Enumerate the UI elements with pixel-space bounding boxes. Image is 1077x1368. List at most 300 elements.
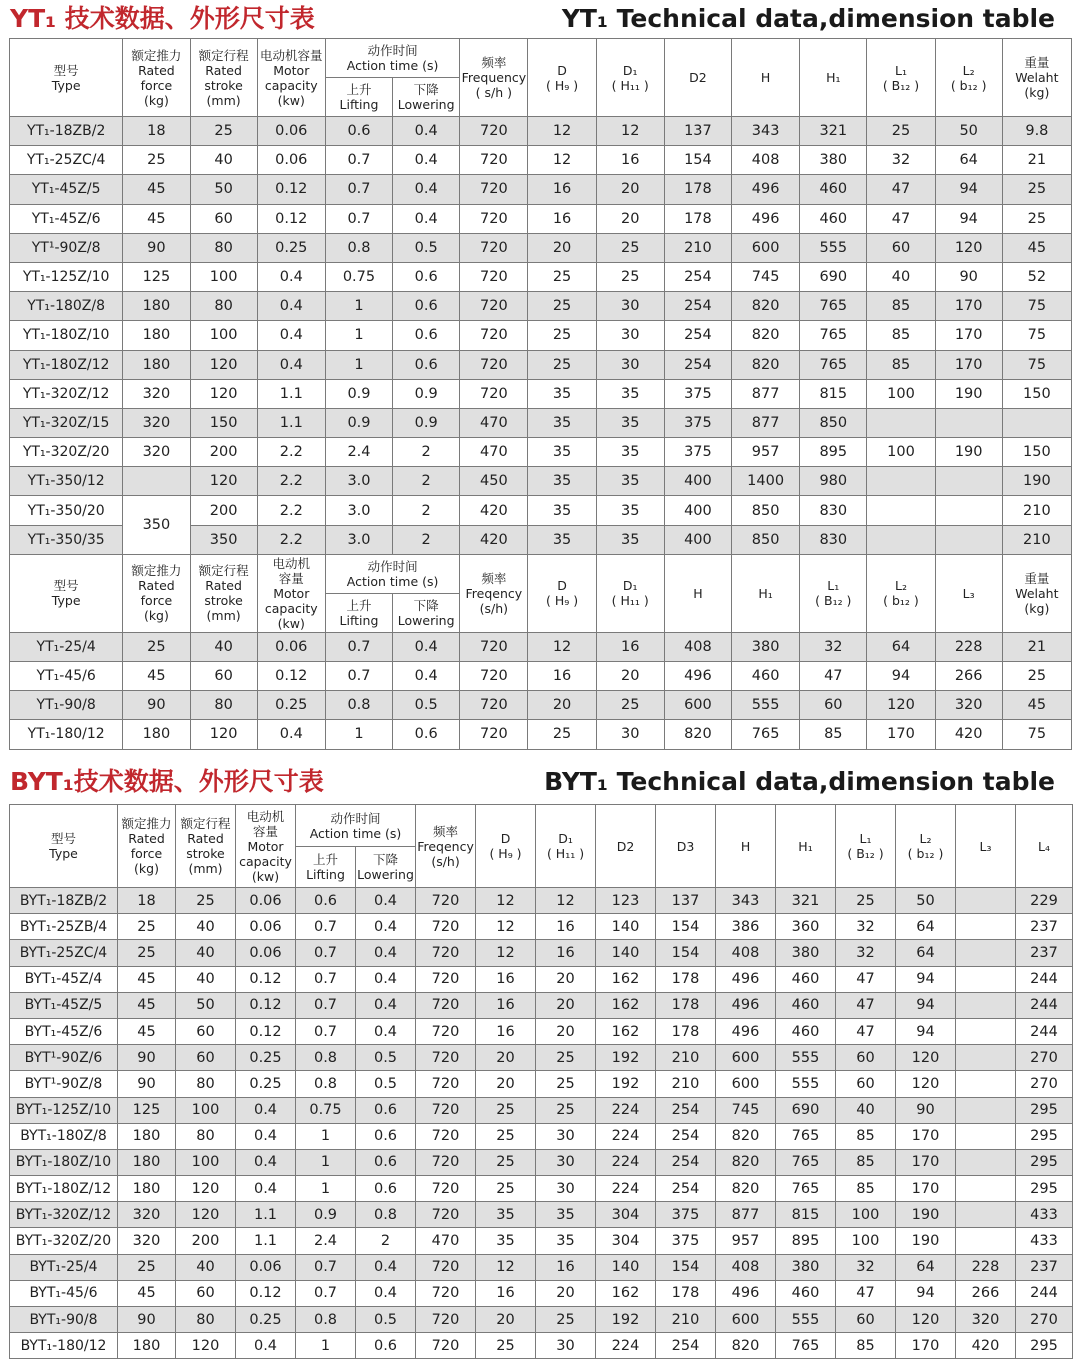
yt-technical-table [9, 38, 1072, 750]
cell-l3 [956, 1045, 1016, 1071]
header-lowering [393, 593, 460, 632]
cell-d1: 20 [596, 662, 664, 691]
cell-lower: 0.6 [393, 321, 460, 350]
header-force-line: 额定推力 [121, 816, 172, 831]
cell-h1: 765 [776, 1123, 836, 1149]
cell-lower: 0.5 [393, 233, 460, 262]
cell-motor: 0.12 [236, 1018, 296, 1044]
cell-lift: 0.8 [296, 1045, 356, 1071]
cell-h: 496 [716, 966, 776, 992]
cell-d2: 254 [664, 321, 731, 350]
cell-lift: 1 [296, 1123, 356, 1149]
cell-l1: 100 [836, 1228, 896, 1254]
cell-l1: 85 [800, 720, 867, 749]
header-lowering [356, 847, 416, 888]
cell-d2: 254 [664, 292, 731, 321]
cell-motor: 0.4 [257, 321, 325, 350]
cell-lower: 0.4 [356, 966, 416, 992]
cell-weight: 210 [1002, 496, 1071, 525]
cell-l2: 190 [935, 379, 1002, 408]
cell-model: YT₁-25/4 [10, 632, 123, 661]
cell-force: 320 [118, 1228, 176, 1254]
cell-motor: 0.12 [236, 966, 296, 992]
cell-lift: 0.7 [325, 175, 392, 204]
cell-d3: 137 [656, 888, 716, 914]
header-h1: H₁ [732, 554, 800, 632]
header-weight-line: 重量 [1024, 55, 1050, 70]
cell-d2: 123 [596, 888, 656, 914]
cell-l3: 320 [956, 1307, 1016, 1333]
cell-l3 [956, 966, 1016, 992]
cell-stroke: 40 [190, 632, 257, 661]
cell-model: YT₁-90/8 [10, 691, 123, 720]
cell-lift: 1 [296, 1176, 356, 1202]
cell-freq: 720 [416, 940, 476, 966]
cell-l3 [956, 1123, 1016, 1149]
cell-l1 [867, 496, 935, 525]
cell-h: 600 [732, 233, 800, 262]
cell-model: BYT₁-320Z/12 [10, 1202, 118, 1228]
cell-l1: 60 [836, 1071, 896, 1097]
cell-motor: 0.4 [236, 1149, 296, 1175]
cell-stroke: 100 [190, 262, 257, 291]
cell-model: BYT₁-25ZC/4 [10, 940, 118, 966]
cell-d2: 178 [664, 175, 731, 204]
table-row [10, 1097, 1073, 1123]
cell-freq: 720 [460, 632, 528, 661]
cell-force: 180 [123, 720, 190, 749]
header-lowering-line: 下降 [373, 852, 399, 867]
cell-force: 320 [118, 1202, 176, 1228]
cell-freq: 720 [416, 966, 476, 992]
cell-model: BYT₁-180Z/10 [10, 1149, 118, 1175]
cell-l1: 32 [867, 146, 935, 175]
header-force-line: (kg) [143, 608, 169, 624]
cell-force: 180 [123, 350, 190, 379]
header-l2-line: L₂ [962, 62, 975, 78]
header-motor-line: Motor [247, 838, 284, 854]
table-row [10, 1018, 1073, 1044]
cell-force: 45 [118, 1280, 176, 1306]
cell-d1: 25 [536, 1045, 596, 1071]
table-row [10, 233, 1072, 262]
cell-l4: 295 [1016, 1176, 1073, 1202]
cell-force: 45 [123, 204, 190, 233]
cell-lower: 0.5 [356, 1307, 416, 1333]
cell-l3 [956, 888, 1016, 914]
cell-force: 90 [123, 691, 190, 720]
cell-h1: 555 [776, 1307, 836, 1333]
header-l4: L₄ [1016, 805, 1073, 888]
header-d1 [596, 39, 664, 117]
cell-freq: 720 [416, 1333, 476, 1359]
cell-force: 90 [123, 233, 190, 262]
header-action-time-line: 动作时间 [367, 558, 418, 574]
cell-stroke: 200 [176, 1228, 236, 1254]
cell-stroke: 60 [176, 1018, 236, 1044]
cell-d: 35 [528, 408, 596, 437]
cell-stroke: 25 [190, 117, 257, 146]
header-lifting-line: 上升 [312, 852, 338, 867]
cell-lift: 0.7 [296, 1254, 356, 1280]
cell-d: 16 [528, 204, 596, 233]
cell-d: 20 [476, 1307, 536, 1333]
cell-l1: 60 [867, 233, 935, 262]
cell-stroke: 100 [190, 321, 257, 350]
header-lowering-line: 下降 [413, 597, 439, 613]
table-row [10, 175, 1072, 204]
header-l1-line: L₁ [894, 62, 907, 78]
cell-l2: 120 [896, 1045, 956, 1071]
table-row [10, 940, 1073, 966]
cell-h1: 690 [776, 1097, 836, 1123]
cell-freq: 720 [460, 262, 528, 291]
cell-lift: 0.8 [296, 1071, 356, 1097]
header-d1 [596, 554, 664, 632]
cell-force [123, 467, 190, 496]
cell-l2: 120 [896, 1307, 956, 1333]
cell-d2: 192 [596, 1307, 656, 1333]
cell-lift: 2.4 [296, 1228, 356, 1254]
header-l2 [896, 805, 956, 888]
cell-freq: 720 [416, 1254, 476, 1280]
header-action-time [325, 39, 459, 78]
cell-l1: 60 [836, 1045, 896, 1071]
cell-lift: 0.8 [325, 691, 392, 720]
header-lifting [296, 847, 356, 888]
cell-l1: 47 [867, 175, 935, 204]
cell-d3: 154 [656, 914, 716, 940]
cell-h1: 555 [776, 1045, 836, 1071]
table-row [10, 966, 1073, 992]
header-type-line: 型号 [53, 62, 79, 78]
header-d1-line: ( H₁₁ ) [546, 846, 585, 861]
cell-d2: 162 [596, 992, 656, 1018]
cell-lift: 0.7 [296, 1280, 356, 1306]
cell-d: 12 [476, 888, 536, 914]
table-row [10, 888, 1073, 914]
header-d2: D2 [664, 39, 731, 117]
cell-h1: 815 [800, 379, 867, 408]
cell-h1: 555 [776, 1071, 836, 1097]
cell-h1: 690 [800, 262, 867, 291]
cell-d: 35 [528, 496, 596, 525]
cell-h: 496 [716, 1018, 776, 1044]
header-force-line: force [140, 593, 173, 609]
cell-d1: 12 [596, 117, 664, 146]
cell-d: 20 [476, 1045, 536, 1071]
header-action-time-line: Action time (s) [346, 58, 439, 73]
cell-lower: 0.4 [393, 662, 460, 691]
table-row [10, 438, 1072, 467]
cell-stroke: 200 [190, 438, 257, 467]
cell-h1: 765 [776, 1176, 836, 1202]
cell-d3: 254 [656, 1333, 716, 1359]
header-motor-line: 容量 [252, 823, 278, 839]
cell-motor: 0.12 [236, 992, 296, 1018]
cell-stroke: 60 [190, 662, 257, 691]
cell-force: 180 [118, 1333, 176, 1359]
cell-d1: 20 [596, 204, 664, 233]
header-motor-line: 电动机 [246, 808, 285, 824]
cell-d3: 254 [656, 1097, 716, 1123]
header-l1-line: L₁ [859, 831, 872, 846]
cell-d: 35 [528, 438, 596, 467]
cell-d: 12 [528, 117, 596, 146]
header-row [10, 554, 1072, 593]
header-frequency-line: 频率 [433, 823, 459, 839]
cell-lower: 0.4 [356, 940, 416, 966]
cell-d: 25 [528, 321, 596, 350]
cell-l4: 244 [1016, 966, 1073, 992]
header-force-line: (kg) [134, 861, 159, 876]
cell-model: BYT₁-90/8 [10, 1307, 118, 1333]
header-d-line: D [500, 831, 511, 846]
cell-l2: 64 [867, 632, 935, 661]
cell-d2: 400 [664, 496, 731, 525]
cell-lower: 2 [393, 496, 460, 525]
table-row [10, 1149, 1073, 1175]
cell-lift: 0.7 [325, 204, 392, 233]
cell-l2: 94 [896, 1280, 956, 1306]
header-l2-line: ( b₁₂ ) [907, 846, 944, 861]
cell-force: 45 [123, 175, 190, 204]
header-action-time [325, 554, 459, 593]
cell-freq: 720 [460, 662, 528, 691]
header-l2 [935, 39, 1002, 117]
cell-l1: 40 [867, 262, 935, 291]
cell-d3: 178 [656, 992, 716, 1018]
cell-d: 12 [476, 914, 536, 940]
cell-h: 600 [716, 1307, 776, 1333]
cell-d2: 224 [596, 1149, 656, 1175]
cell-h1: 460 [776, 1018, 836, 1044]
header-h: H [732, 39, 800, 117]
cell-lower: 0.4 [393, 117, 460, 146]
cell-lift: 1 [325, 321, 392, 350]
cell-d2: 140 [596, 914, 656, 940]
cell-lift: 0.6 [296, 888, 356, 914]
cell-model: YT¹-90Z/8 [10, 233, 123, 262]
cell-lower: 0.6 [393, 720, 460, 749]
cell-lift: 0.7 [325, 662, 392, 691]
cell-model: BYT₁-180/12 [10, 1333, 118, 1359]
cell-model: BYT₁-18ZB/2 [10, 888, 118, 914]
cell-model: YT₁-25ZC/4 [10, 146, 123, 175]
cell-l1: 32 [836, 1254, 896, 1280]
header-action-time [296, 805, 416, 847]
cell-d: 16 [476, 1280, 536, 1306]
cell-freq: 470 [416, 1228, 476, 1254]
cell-l4: 295 [1016, 1123, 1073, 1149]
cell-stroke: 80 [190, 691, 257, 720]
cell-l2: 90 [896, 1097, 956, 1123]
cell-d2: 178 [664, 204, 731, 233]
cell-l3: 266 [935, 662, 1002, 691]
table-row [10, 321, 1072, 350]
cell-lower: 2 [393, 467, 460, 496]
cell-h: 850 [732, 525, 800, 554]
cell-l2: 120 [896, 1071, 956, 1097]
header-type-line: Type [49, 846, 78, 861]
cell-weight: 75 [1002, 350, 1071, 379]
header-l2-line: ( b₁₂ ) [883, 593, 919, 609]
cell-lift: 0.75 [296, 1097, 356, 1123]
cell-model: YT₁-320Z/15 [10, 408, 123, 437]
cell-model: YT₁-350/12 [10, 467, 123, 496]
cell-d: 20 [528, 691, 596, 720]
cell-motor: 0.06 [236, 888, 296, 914]
cell-weight: 45 [1002, 691, 1071, 720]
cell-d2: 162 [596, 966, 656, 992]
header-d [528, 554, 596, 632]
cell-h: 496 [716, 992, 776, 1018]
cell-d1: 16 [596, 632, 664, 661]
cell-d: 35 [476, 1228, 536, 1254]
cell-force: 320 [123, 379, 190, 408]
header-d-line: D [557, 578, 567, 594]
cell-h1: 765 [776, 1149, 836, 1175]
cell-model: YT₁-180Z/8 [10, 292, 123, 321]
cell-lower: 0.4 [393, 632, 460, 661]
cell-freq: 720 [416, 1071, 476, 1097]
cell-d2: 154 [664, 146, 731, 175]
cell-lower: 0.4 [393, 175, 460, 204]
cell-stroke: 40 [176, 1254, 236, 1280]
header-force-line: Rated [128, 831, 165, 846]
cell-model: YT₁-350/35 [10, 525, 123, 554]
cell-d3: 210 [656, 1071, 716, 1097]
cell-motor: 0.4 [257, 292, 325, 321]
header-d1-line: D₁ [558, 831, 573, 846]
cell-lift: 0.9 [325, 408, 392, 437]
cell-lower: 0.4 [356, 992, 416, 1018]
cell-lift: 0.7 [296, 966, 356, 992]
cell-l4: 237 [1016, 940, 1073, 966]
cell-d: 16 [476, 992, 536, 1018]
cell-h: 408 [732, 146, 800, 175]
cell-lift: 0.7 [296, 940, 356, 966]
cell-model: BYT₁-320Z/20 [10, 1228, 118, 1254]
header-h: H [716, 805, 776, 888]
cell-h: 745 [716, 1097, 776, 1123]
yt-title-cn: YT₁ 技术数据、外形尺寸表 [10, 4, 315, 33]
cell-stroke: 40 [176, 940, 236, 966]
header-motor-line: 电动机 [272, 555, 311, 571]
cell-d: 16 [528, 175, 596, 204]
header-lifting-line: Lifting [306, 867, 345, 882]
cell-force: 45 [118, 966, 176, 992]
cell-h: 820 [664, 720, 731, 749]
cell-l4: 237 [1016, 914, 1073, 940]
header-frequency-line: (s/h) [431, 853, 460, 869]
cell-lower: 0.6 [356, 1123, 416, 1149]
cell-lower: 0.5 [356, 1071, 416, 1097]
cell-freq: 720 [416, 1149, 476, 1175]
cell-d1: 30 [596, 350, 664, 379]
cell-l1: 85 [836, 1149, 896, 1175]
cell-l2: 170 [896, 1176, 956, 1202]
header-force-line: 额定推力 [131, 563, 182, 579]
cell-l4: 244 [1016, 1018, 1073, 1044]
header-type-line: 型号 [50, 831, 76, 846]
cell-d: 25 [476, 1123, 536, 1149]
cell-h1: 895 [800, 438, 867, 467]
cell-h: 820 [716, 1123, 776, 1149]
cell-stroke: 80 [176, 1307, 236, 1333]
cell-l2: 94 [896, 992, 956, 1018]
cell-force: 180 [118, 1149, 176, 1175]
header-l1-line: L₁ [827, 578, 840, 594]
cell-lift: 2.4 [325, 438, 392, 467]
header-lifting [325, 593, 392, 632]
cell-d2: 400 [664, 525, 731, 554]
cell-h: 877 [732, 408, 800, 437]
header-frequency [460, 554, 528, 632]
cell-freq: 720 [416, 1123, 476, 1149]
cell-h: 600 [664, 691, 731, 720]
header-motor-line: Motor [273, 62, 310, 78]
cell-model: YT₁-180Z/10 [10, 321, 123, 350]
cell-l2: 50 [896, 888, 956, 914]
cell-freq: 420 [460, 525, 528, 554]
cell-weight: 150 [1002, 438, 1071, 467]
header-force-line: Rated [138, 62, 175, 78]
cell-d: 16 [528, 662, 596, 691]
cell-d1: 16 [596, 146, 664, 175]
cell-motor: 0.25 [236, 1307, 296, 1333]
header-d-line: ( H₉ ) [545, 77, 579, 93]
cell-force: 180 [118, 1176, 176, 1202]
cell-stroke: 40 [176, 914, 236, 940]
cell-stroke: 120 [176, 1176, 236, 1202]
table-row [10, 496, 1072, 525]
cell-freq: 420 [460, 496, 528, 525]
header-force-line: force [140, 77, 173, 93]
cell-l2: 170 [896, 1149, 956, 1175]
table-row [10, 1254, 1073, 1280]
cell-freq: 720 [416, 888, 476, 914]
cell-force: 25 [118, 914, 176, 940]
table-row [10, 146, 1072, 175]
cell-h: 408 [716, 1254, 776, 1280]
cell-l1: 32 [836, 914, 896, 940]
cell-d2: 210 [664, 233, 731, 262]
cell-freq: 720 [416, 914, 476, 940]
header-force-line: Rated [138, 578, 175, 594]
header-l2-line: L₂ [894, 578, 907, 594]
cell-weight: 150 [1002, 379, 1071, 408]
cell-l2: 190 [896, 1228, 956, 1254]
cell-lower: 0.6 [393, 292, 460, 321]
cell-d3: 254 [656, 1149, 716, 1175]
cell-h: 877 [732, 379, 800, 408]
cell-d1: 25 [596, 262, 664, 291]
cell-force: 45 [118, 992, 176, 1018]
cell-weight: 190 [1002, 467, 1071, 496]
cell-h: 850 [732, 496, 800, 525]
header-motor-line: 容量 [278, 570, 304, 586]
cell-l3 [956, 1097, 1016, 1123]
cell-motor: 2.2 [257, 496, 325, 525]
cell-lift: 0.7 [296, 1018, 356, 1044]
header-stroke-line: 额定行程 [198, 563, 249, 579]
header-lifting-line: Lifting [339, 97, 379, 112]
cell-d2: 400 [664, 467, 731, 496]
cell-h: 957 [716, 1228, 776, 1254]
cell-model: BYT¹-90Z/6 [10, 1045, 118, 1071]
header-stroke-line: (mm) [206, 608, 241, 624]
